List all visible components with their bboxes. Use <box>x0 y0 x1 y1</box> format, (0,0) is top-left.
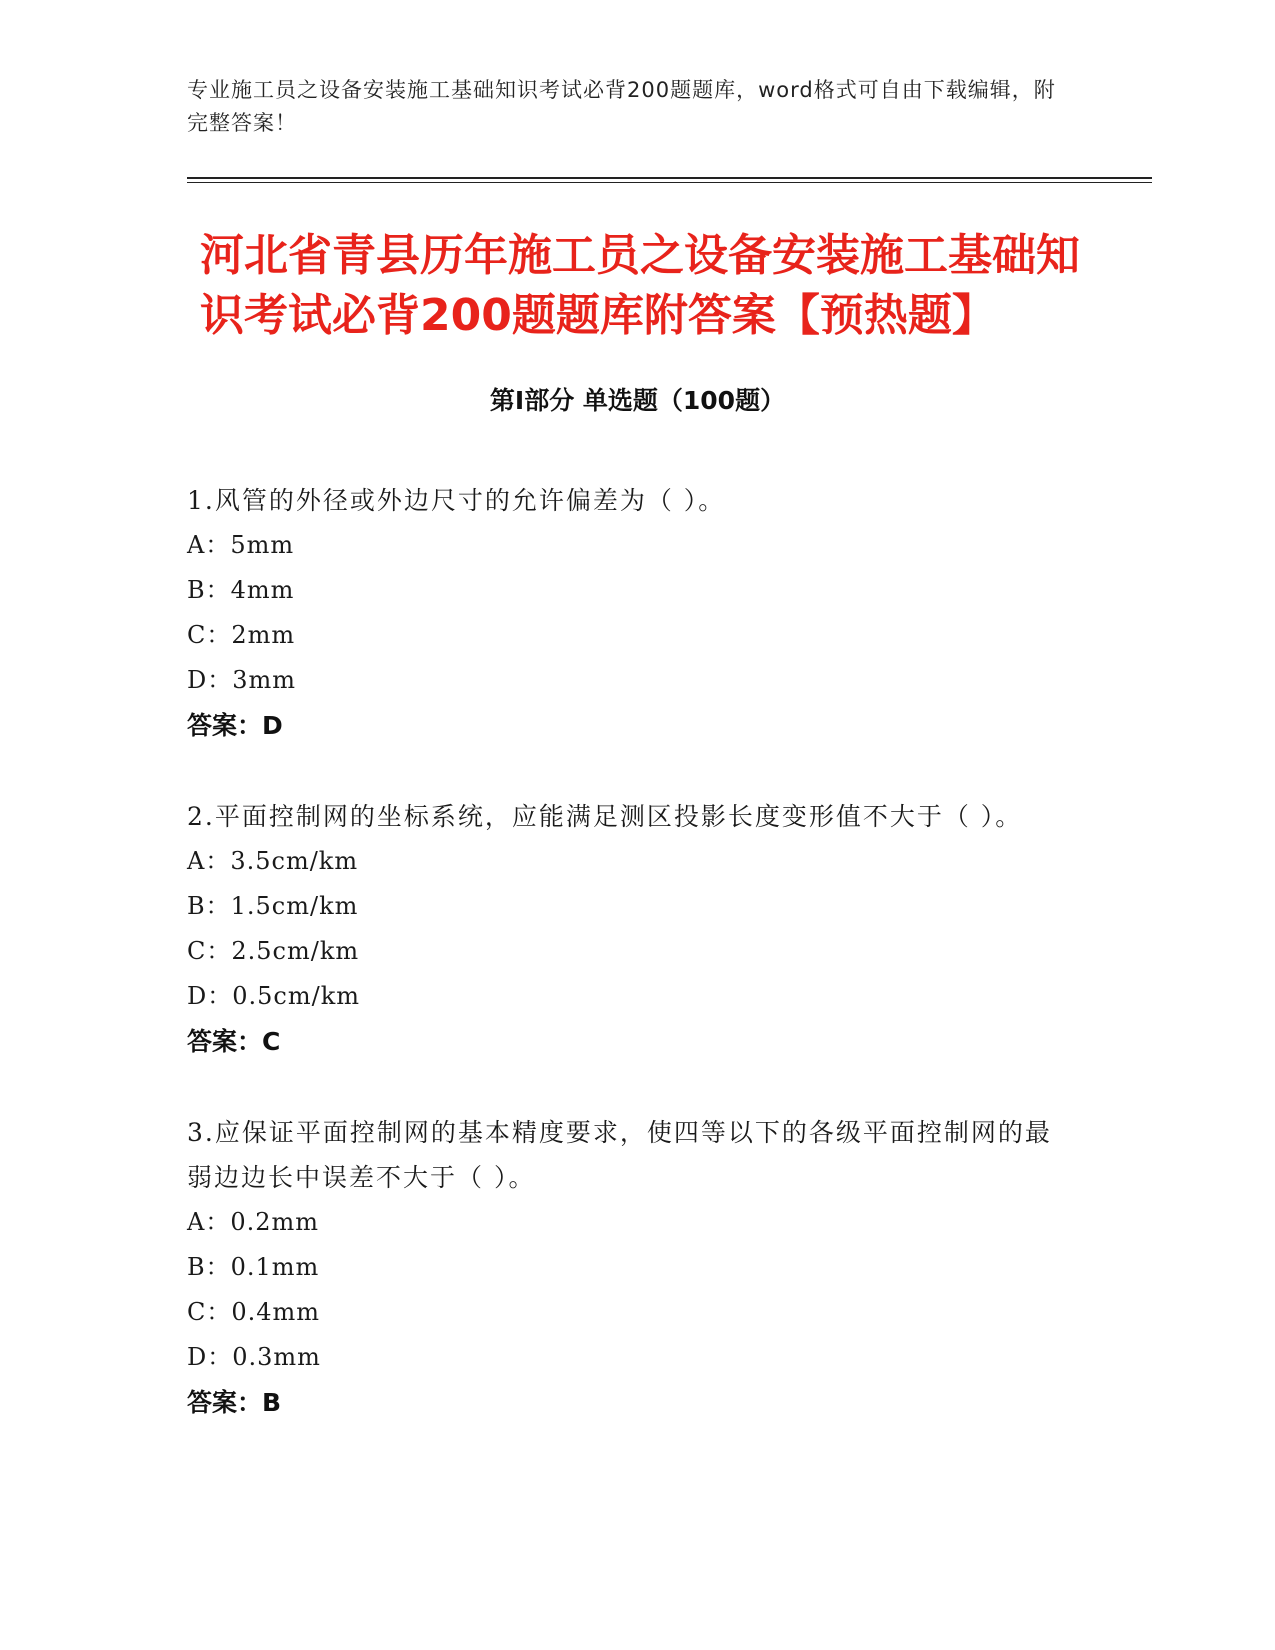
question-item <box>187 1110 1067 1425</box>
document-title: 河北省青县历年施工员之设备安装施工基础知识考试必背200题题库附答案【预热题】 <box>200 230 1080 341</box>
section-title: 第Ⅰ部分 单选题（100题） <box>489 386 786 415</box>
question-item <box>187 794 1067 1064</box>
question-stem: 2.平面控制网的坐标系统，应能满足测区投影长度变形值不大于（ ）。 <box>187 802 1023 831</box>
option-d: D：0.3mm <box>187 1343 321 1371</box>
question-list <box>187 478 1067 1471</box>
option-c: C：0.4mm <box>187 1298 321 1326</box>
option-c: C：2.5cm/km <box>187 937 360 965</box>
answer-label: 答案：D <box>187 711 283 740</box>
option-d: D：3mm <box>187 666 297 694</box>
question-item <box>187 478 1067 748</box>
answer-label: 答案：C <box>187 1027 281 1056</box>
option-a: A：5mm <box>187 531 295 559</box>
option-b: B：1.5cm/km <box>187 892 359 920</box>
option-b: B：4mm <box>187 576 295 604</box>
header-rule-thick <box>187 177 1152 179</box>
option-c: C：2mm <box>187 621 296 649</box>
question-stem: 1.风管的外径或外边尺寸的允许偏差为（ ）。 <box>187 486 726 515</box>
option-d: D：0.5cm/km <box>187 982 360 1010</box>
header-note: 专业施工员之设备安装施工基础知识考试必背200题题库，word格式可自由下载编辑，附完整答案！ <box>187 78 1056 135</box>
option-a: A：3.5cm/km <box>187 847 359 875</box>
option-b: B：0.1mm <box>187 1253 320 1281</box>
answer-label: 答案：B <box>187 1388 282 1417</box>
option-a: A：0.2mm <box>187 1208 320 1236</box>
header-rule-thin <box>187 182 1152 183</box>
question-stem: 3.应保证平面控制网的基本精度要求，使四等以下的各级平面控制网的最弱边边长中误差不大于（ ）。 <box>187 1118 1052 1192</box>
